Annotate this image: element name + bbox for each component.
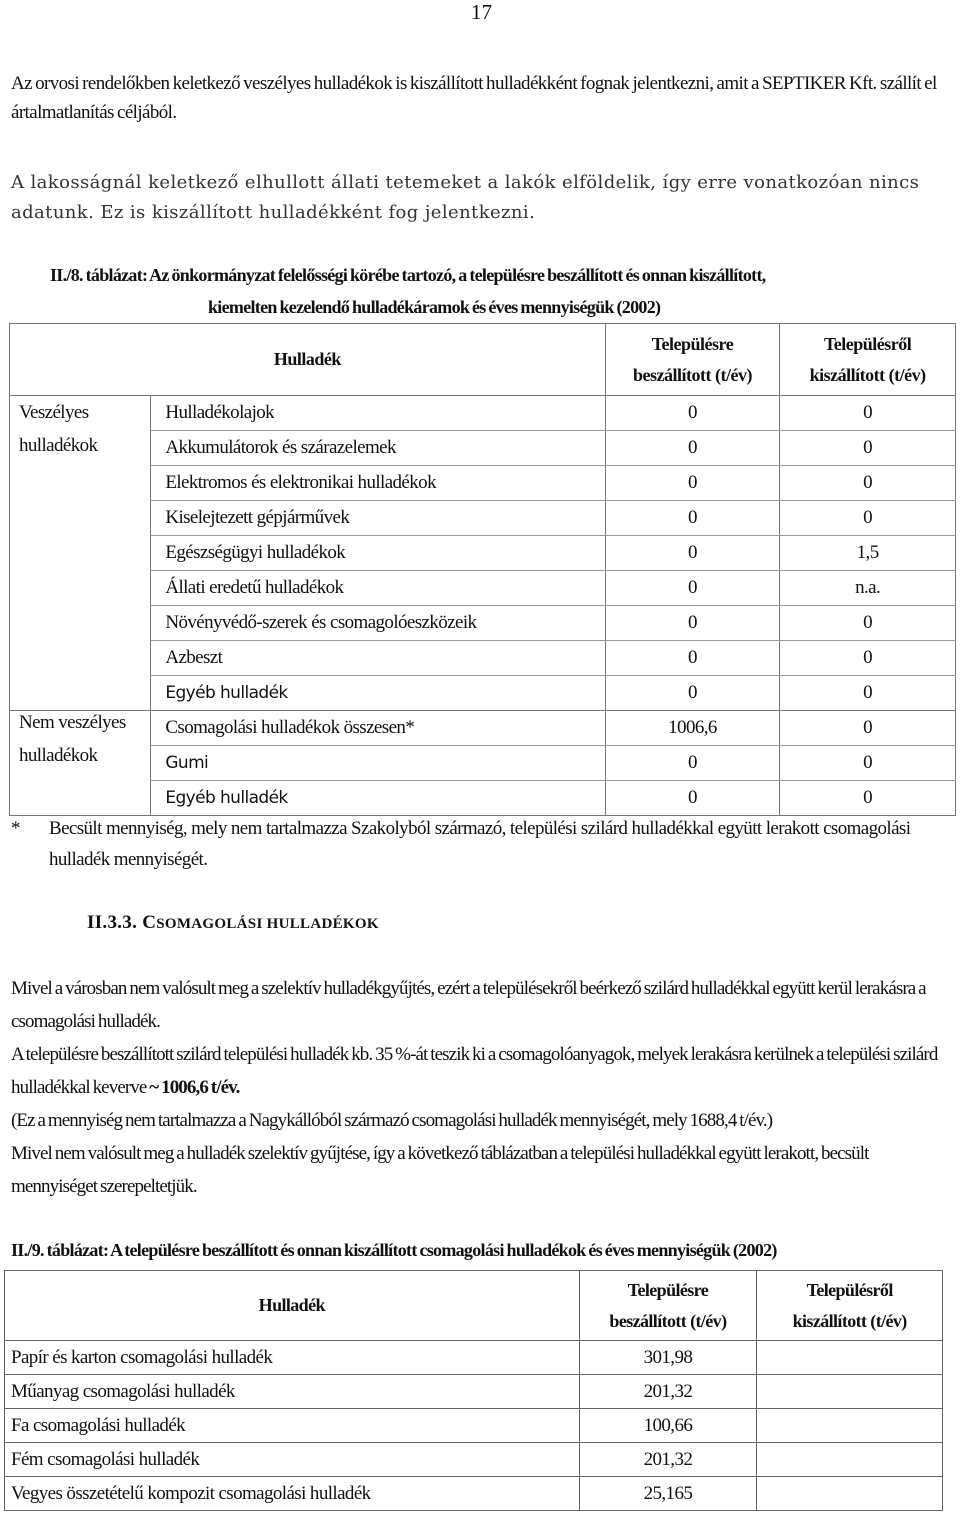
table-row: Fa csomagolási hulladék 100,66 [5, 1409, 943, 1443]
table1-header-out: Településről kiszállított (t/év) [780, 324, 956, 396]
table-row: Hulladékolajok 0 0 [10, 396, 956, 431]
table-row: Gumi 0 0 [10, 746, 956, 781]
body-paragraph: A településre beszállított szilárd települési hulladék kb. 35 %-át teszik ki a csomagolóanyagok, melyek lerakásra kerülnek a települési szilárd hulladékkal keverve ~ 1006,6 t/év. [11, 1044, 938, 1098]
hazardous-waste-table [9, 323, 956, 816]
table1-caption-line2: kiemelten kezelendő hulladékáramok és éves mennyiségük (2002) [208, 297, 661, 317]
table2-header-waste: Hulladék [5, 1271, 580, 1341]
table-row: Vegyes összetételű kompozit csomagolási hulladék 25,165 [5, 1477, 943, 1511]
footnote: * Becsült mennyiség, mely nem tartalmazza Szakolyból származó, települési szilárd hulladékkal együtt lerakott csomagolási hulladék mennyiségét. [11, 818, 911, 870]
table-row: Egészségügyi hulladékok 0 1,5 [10, 536, 956, 571]
table-row: Egyéb hulladék 0 0 [10, 676, 956, 711]
table-row: Azbeszt 0 0 [10, 641, 956, 676]
table-row: Növényvédő-szerek és csomagolóeszközeik 0 0 [10, 606, 956, 641]
table2-caption: II./9. táblázat: A településre beszállított és onnan kiszállított csomagolási hulladékok és éves mennyiségük (2002) [11, 1240, 777, 1260]
table-row: Akkumulátorok és szárazelemek 0 0 [10, 431, 956, 466]
table-row: Csomagolási hulladékok összesen* 1006,6 0 [10, 711, 956, 746]
table1-header-row [10, 324, 956, 396]
table1-caption-line1: II./8. táblázat: Az önkormányzat felelősségi körébe tartozó, a településre beszállított és onnan kiszállított, [50, 265, 766, 285]
table2-header-out: Településről kiszállított (t/év) [757, 1271, 943, 1341]
table-row: Műanyag csomagolási hulladék 201,32 [5, 1375, 943, 1409]
body-paragraph: Mivel nem valósult meg a hulladék szelektív gyűjtése, így a következő táblázatban a települési hulladékkal együtt lerakott, becsült mennyiséget szerepeltetjük. [11, 1143, 869, 1197]
table-row: Elektromos és elektronikai hulladékok 0 0 [10, 466, 956, 501]
body-paragraph: (Ez a mennyiség nem tartalmazza a Nagykállóból származó csomagolási hulladék mennyiségét, mely 1688,4 t/év.) [11, 1110, 773, 1131]
packaging-waste-table [4, 1270, 943, 1511]
table-row: Kiselejtezett gépjárművek 0 0 [10, 501, 956, 536]
page-number: 17 [471, 0, 492, 24]
body-paragraph: Mivel a városban nem valósult meg a szelektív hulladékgyűjtés, ezért a településekről beérkező szilárd hulladékkal együtt kerül lerakásra a csomagolási hulladék. [11, 978, 926, 1032]
body-text [11, 972, 956, 1203]
table-row: Papír és karton csomagolási hulladék 301,98 [5, 1341, 943, 1375]
group-label-non-hazardous: Nem veszélyes hulladékok [19, 712, 126, 766]
table1-header-in: Településre beszállított (t/év) [605, 324, 780, 396]
table1-header-waste: Hulladék [10, 324, 606, 396]
intro-paragraph: Az orvosi rendelőkben keletkező veszélyes hulladékok is kiszállított hulladékként fognak jelentkezni, amit a SEPTIKER Kft. szállít el ártalmatlanítás céljából. [11, 73, 937, 123]
table-row: Állati eredetű hulladékok 0 n.a. [10, 571, 956, 606]
group-label-hazardous: Veszélyes hulladékok [19, 402, 98, 456]
table2-header-row [5, 1271, 943, 1341]
section-heading: II.3.3. CSOMAGOLÁSI HULLADÉKOK [87, 912, 379, 933]
table-row: Fém csomagolási hulladék 201,32 [5, 1443, 943, 1477]
table2-header-in: Településre beszállított (t/év) [579, 1271, 757, 1341]
table-row: Egyéb hulladék 0 0 [10, 781, 956, 816]
animal-carcass-paragraph: A lakosságnál keletkező elhullott állati tetemeket a lakók elföldelik, így erre vonatkozóan nincs adatunk. Ez is kiszállított hulladékként fog jelentkezni. [11, 172, 920, 223]
